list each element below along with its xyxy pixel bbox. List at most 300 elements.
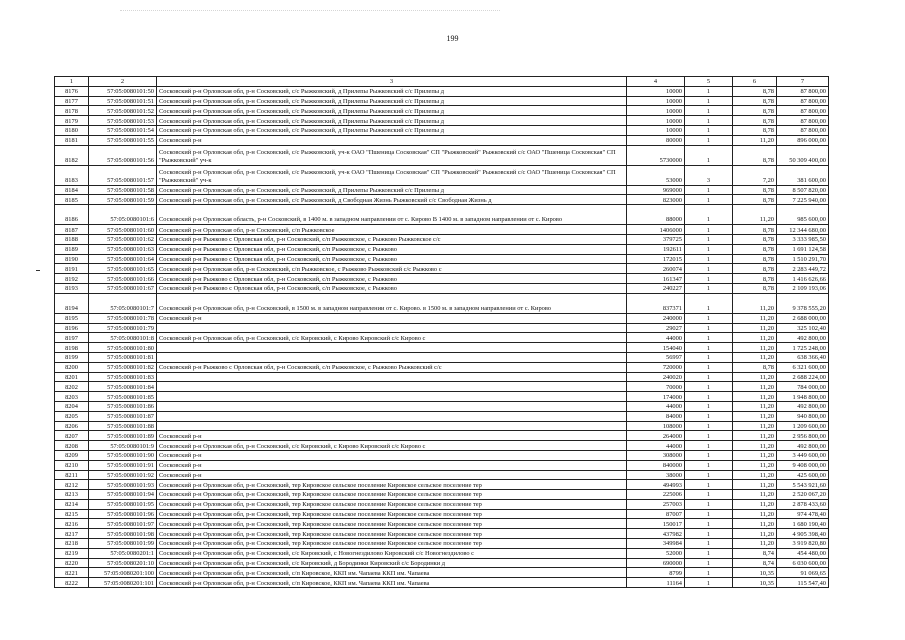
rate-cell: 8,78: [733, 195, 777, 205]
row-number: 8206: [55, 421, 89, 431]
cadastral-number: 57:05:0080101:78: [89, 313, 157, 323]
rate-cell: 8,78: [733, 106, 777, 116]
cadastral-number: 57:05:0080101:67: [89, 283, 157, 293]
value-cell: 4 905 398,40: [777, 529, 829, 539]
rate-cell: 11,20: [733, 401, 777, 411]
value-cell: 2 878 433,60: [777, 499, 829, 509]
value-cell: 1 680 190,40: [777, 519, 829, 529]
row-number: 8177: [55, 96, 89, 106]
area-cell: 437982: [627, 529, 685, 539]
row-number: 8190: [55, 254, 89, 264]
cadastral-number: 57:05:0080101:91: [89, 460, 157, 470]
table-row: [55, 165, 829, 185]
table-row: [55, 343, 829, 353]
row-number: 8193: [55, 283, 89, 293]
location-cell: Сосковский р-н Рыжково с Орловская обл, р-н Сосковский, с/п Рыжковское, с Рыжково: [157, 274, 627, 284]
value-cell: 2 283 449,72: [777, 264, 829, 274]
cadastral-number: 57:05:0080101:95: [89, 499, 157, 509]
group-cell: 1: [685, 460, 733, 470]
group-cell: 1: [685, 244, 733, 254]
cadastral-number: 57:05:0080101:55: [89, 135, 157, 145]
value-cell: 1 948 800,00: [777, 392, 829, 402]
cadastral-number: 57:05:0080101:62: [89, 234, 157, 244]
area-cell: 308000: [627, 450, 685, 460]
row-number: 8195: [55, 313, 89, 323]
table-row: [55, 558, 829, 568]
location-cell: Сосковский р-н: [157, 313, 627, 323]
row-number: 8201: [55, 372, 89, 382]
row-number: 8191: [55, 264, 89, 274]
rate-cell: 11,20: [733, 499, 777, 509]
value-cell: 2 688 000,00: [777, 313, 829, 323]
cadastral-number: 57:05:0080101:82: [89, 362, 157, 372]
value-cell: 50 309 400,00: [777, 145, 829, 165]
group-cell: 1: [685, 195, 733, 205]
value-cell: 87 800,00: [777, 116, 829, 126]
value-cell: 896 000,00: [777, 135, 829, 145]
location-cell: Сосковский р-н Орловская обл, р-н Сосковский, с/с Кировский, д Бородинки Кировский с/с Бородинки д: [157, 558, 627, 568]
group-cell: 1: [685, 254, 733, 264]
table-row: [55, 86, 829, 96]
location-cell: [157, 392, 627, 402]
area-cell: 240020: [627, 372, 685, 382]
value-cell: 454 480,00: [777, 548, 829, 558]
value-cell: 985 600,00: [777, 205, 829, 225]
group-cell: 1: [685, 135, 733, 145]
location-cell: Сосковский р-н Орловская обл, р-н Сосковский, с/с Рыжковский, уч-к ОАО "Пшеница Сосковская" СП "Рыжковский" Рыжковский с/с ОАО "Пшеница Сосковская" СП "Рыжковский" уч-к: [157, 165, 627, 185]
rate-cell: 11,20: [733, 313, 777, 323]
rate-cell: 8,78: [733, 116, 777, 126]
cadastral-number: 57:05:0080101:80: [89, 343, 157, 353]
area-cell: 56997: [627, 352, 685, 362]
row-number: 8178: [55, 106, 89, 116]
column-header: 1: [55, 77, 89, 87]
cadastral-number: 57:05:0080101:84: [89, 382, 157, 392]
location-cell: Сосковский р-н Орловская обл, р-н Сосковский, с/с Кировский, с Кирово Кировский с/с Кирово с: [157, 333, 627, 343]
cadastral-number: 57:05:0080101:79: [89, 323, 157, 333]
location-cell: Сосковский р-н Орловская область, р-н Сосковский, в 1400 м. в западном направлении от с. Кирово В 1400 м. в западном направлении от с. Кирово: [157, 205, 627, 225]
rate-cell: 8,74: [733, 558, 777, 568]
location-cell: Сосковский р-н Орловская обл, р-н Сосковский, с/с Рыжковский, д Прилепы Рыжковский с/с Прилепы д: [157, 116, 627, 126]
group-cell: 1: [685, 125, 733, 135]
value-cell: 784 000,00: [777, 382, 829, 392]
row-number: 8220: [55, 558, 89, 568]
rate-cell: 11,20: [733, 421, 777, 431]
cadastral-number: 57:05:0080101:64: [89, 254, 157, 264]
table-row: [55, 195, 829, 205]
area-cell: 38000: [627, 470, 685, 480]
rate-cell: 11,20: [733, 411, 777, 421]
cadastral-number: 57:05:0080101:81: [89, 352, 157, 362]
location-cell: Сосковский р-н Орловская обл, р-н Сосковский, в 1500 м. в западном направлении от с. Кирово. в 1500 м. в западном направлении от с. Кирово: [157, 293, 627, 313]
group-cell: 1: [685, 205, 733, 225]
cadastral-number: 57:05:0080101:88: [89, 421, 157, 431]
location-cell: Сосковский р-н: [157, 470, 627, 480]
rate-cell: 8,78: [733, 145, 777, 165]
group-cell: 1: [685, 264, 733, 274]
location-cell: Сосковский р-н: [157, 460, 627, 470]
value-cell: 2 956 800,00: [777, 431, 829, 441]
rate-cell: 8,78: [733, 274, 777, 284]
value-cell: 974 478,40: [777, 509, 829, 519]
cadastral-number: 57:05:0080101:98: [89, 529, 157, 539]
location-cell: Сосковский р-н Орловская обл, р-н Сосковский, тер Кировское сельское поселение Кировское сельское поселение тер: [157, 519, 627, 529]
value-cell: 8 507 820,00: [777, 185, 829, 195]
row-number: 8216: [55, 519, 89, 529]
rate-cell: 8,74: [733, 548, 777, 558]
value-cell: 6 030 600,00: [777, 558, 829, 568]
location-cell: [157, 382, 627, 392]
table-row: [55, 490, 829, 500]
area-cell: 257003: [627, 499, 685, 509]
cadastral-number: 57:05:0080101:52: [89, 106, 157, 116]
value-cell: 1 691 124,58: [777, 244, 829, 254]
location-cell: [157, 352, 627, 362]
group-cell: 1: [685, 578, 733, 588]
area-cell: 10000: [627, 86, 685, 96]
row-number: 8185: [55, 195, 89, 205]
rate-cell: 7,20: [733, 165, 777, 185]
group-cell: 1: [685, 421, 733, 431]
table-row: [55, 441, 829, 451]
group-cell: 1: [685, 401, 733, 411]
cadastral-number: 57:05:0080101:54: [89, 125, 157, 135]
table-row: [55, 145, 829, 165]
registry-table: [54, 76, 829, 588]
row-number: 8192: [55, 274, 89, 284]
table-row: [55, 283, 829, 293]
group-cell: 1: [685, 382, 733, 392]
cadastral-number: 57:05:0080101:6: [89, 205, 157, 225]
rate-cell: 11,20: [733, 519, 777, 529]
rate-cell: 11,20: [733, 323, 777, 333]
cadastral-number: 57:05:0080201:101: [89, 578, 157, 588]
row-number: 8222: [55, 578, 89, 588]
area-cell: 240000: [627, 313, 685, 323]
row-number: 8183: [55, 165, 89, 185]
area-cell: 823000: [627, 195, 685, 205]
table-row: [55, 401, 829, 411]
cadastral-number: 57:05:0080101:8: [89, 333, 157, 343]
row-number: 8217: [55, 529, 89, 539]
area-cell: 10000: [627, 116, 685, 126]
cadastral-number: 57:05:0080101:66: [89, 274, 157, 284]
rate-cell: 11,20: [733, 205, 777, 225]
column-header: 7: [777, 77, 829, 87]
row-number: 8179: [55, 116, 89, 126]
area-cell: 80000: [627, 135, 685, 145]
table-row: [55, 352, 829, 362]
group-cell: 1: [685, 333, 733, 343]
location-cell: Сосковский р-н Орловская обл, р-н Сосковский, тер Кировское сельское поселение Кировское сельское поселение тер: [157, 509, 627, 519]
area-cell: 52000: [627, 548, 685, 558]
cadastral-number: 57:05:0080101:87: [89, 411, 157, 421]
location-cell: [157, 411, 627, 421]
group-cell: 1: [685, 499, 733, 509]
area-cell: 174000: [627, 392, 685, 402]
rate-cell: 8,78: [733, 125, 777, 135]
location-cell: Сосковский р-н Орловская обл, р-н Сосковский, с/п Кировское, ККП им. Чапаева ККП им. Чапаева: [157, 568, 627, 578]
area-cell: 240227: [627, 283, 685, 293]
table-row: [55, 234, 829, 244]
row-number: 8212: [55, 480, 89, 490]
group-cell: 1: [685, 234, 733, 244]
table-row: [55, 499, 829, 509]
area-cell: 379725: [627, 234, 685, 244]
value-cell: 638 366,40: [777, 352, 829, 362]
table-row: [55, 470, 829, 480]
cadastral-number: 57:05:0080101:86: [89, 401, 157, 411]
group-cell: 1: [685, 362, 733, 372]
rate-cell: 8,78: [733, 264, 777, 274]
rate-cell: 11,20: [733, 135, 777, 145]
rate-cell: 11,20: [733, 539, 777, 549]
group-cell: 3: [685, 165, 733, 185]
cadastral-number: 57:05:0080101:9: [89, 441, 157, 451]
location-cell: Сосковский р-н Орловская обл, р-н Сосковский, с/с Кировский, с Кирово Кировский с/с Кирово с: [157, 441, 627, 451]
group-cell: 1: [685, 441, 733, 451]
value-cell: 940 800,00: [777, 411, 829, 421]
row-number: 8196: [55, 323, 89, 333]
rate-cell: 11,20: [733, 392, 777, 402]
row-number: 8200: [55, 362, 89, 372]
location-cell: Сосковский р-н: [157, 450, 627, 460]
value-cell: 492 800,00: [777, 333, 829, 343]
row-number: 8197: [55, 333, 89, 343]
value-cell: 2 109 193,06: [777, 283, 829, 293]
location-cell: Сосковский р-н Орловская обл, р-н Сосковский, с/с Рыжковский, д Прилепы Рыжковский с/с Прилепы д: [157, 106, 627, 116]
cadastral-number: 57:05:0080101:58: [89, 185, 157, 195]
area-cell: 172015: [627, 254, 685, 264]
row-number: 8208: [55, 441, 89, 451]
location-cell: [157, 343, 627, 353]
table-row: [55, 480, 829, 490]
table-row: [55, 135, 829, 145]
area-cell: 260074: [627, 264, 685, 274]
group-cell: 1: [685, 431, 733, 441]
location-cell: Сосковский р-н Орловская обл, р-н Сосковский, с/с Рыжковский, д Свободная Жизнь Рыжковский с/с Свободная Жизнь д: [157, 195, 627, 205]
location-cell: Сосковский р-н Рыжково с Орловская обл, р-н Сосковский, с/п Рыжковское, с Рыжково Рыжковское с/с: [157, 234, 627, 244]
location-cell: Сосковский р-н: [157, 431, 627, 441]
area-cell: 349984: [627, 539, 685, 549]
row-number: 8199: [55, 352, 89, 362]
table-row: [55, 274, 829, 284]
value-cell: 5 543 921,60: [777, 480, 829, 490]
area-cell: 8799: [627, 568, 685, 578]
area-cell: 720000: [627, 362, 685, 372]
table-row: [55, 392, 829, 402]
value-cell: 7 225 940,00: [777, 195, 829, 205]
area-cell: 264000: [627, 431, 685, 441]
row-number: 8211: [55, 470, 89, 480]
value-cell: 1 209 600,00: [777, 421, 829, 431]
value-cell: 9 378 555,20: [777, 293, 829, 313]
table-row: [55, 529, 829, 539]
area-cell: 161347: [627, 274, 685, 284]
group-cell: 1: [685, 323, 733, 333]
row-number: 8213: [55, 490, 89, 500]
cadastral-number: 57:05:0080101:85: [89, 392, 157, 402]
table-row: [55, 225, 829, 235]
rate-cell: 11,20: [733, 372, 777, 382]
rate-cell: 11,20: [733, 450, 777, 460]
group-cell: 1: [685, 96, 733, 106]
area-cell: 840000: [627, 460, 685, 470]
row-number: 8205: [55, 411, 89, 421]
row-number: 8202: [55, 382, 89, 392]
row-number: 8218: [55, 539, 89, 549]
table-row: [55, 125, 829, 135]
row-number: 8204: [55, 401, 89, 411]
row-number: 8210: [55, 460, 89, 470]
table-row: [55, 519, 829, 529]
location-cell: Сосковский р-н Орловская обл, р-н Сосковский, с/п Рыжковское: [157, 225, 627, 235]
row-number: 8198: [55, 343, 89, 353]
group-cell: 1: [685, 480, 733, 490]
location-cell: Сосковский р-н Орловская обл, р-н Сосковский, тер Кировское сельское поселение Кировское сельское поселение тер: [157, 539, 627, 549]
cadastral-number: 57:05:0080101:96: [89, 509, 157, 519]
cadastral-number: 57:05:0080101:97: [89, 519, 157, 529]
table-row: [55, 411, 829, 421]
group-cell: 1: [685, 470, 733, 480]
area-cell: 10000: [627, 125, 685, 135]
value-cell: 1 416 626,66: [777, 274, 829, 284]
group-cell: 1: [685, 185, 733, 195]
row-number: 8219: [55, 548, 89, 558]
row-number: 8182: [55, 145, 89, 165]
rate-cell: 11,20: [733, 382, 777, 392]
location-cell: Сосковский р-н Орловская обл, р-н Сосковский, тер Кировское сельское поселение Кировское сельское поселение тер: [157, 480, 627, 490]
group-cell: 1: [685, 313, 733, 323]
group-cell: 1: [685, 568, 733, 578]
group-cell: 1: [685, 343, 733, 353]
cadastral-number: 57:05:0080101:89: [89, 431, 157, 441]
row-number: 8215: [55, 509, 89, 519]
table-row: [55, 185, 829, 195]
group-cell: 1: [685, 539, 733, 549]
location-cell: [157, 401, 627, 411]
location-cell: Сосковский р-н Орловская обл, р-н Сосковский, с/п Кировское, ККП им. Чапаева ККП им. Чапаева: [157, 578, 627, 588]
cadastral-number: 57:05:0080101:63: [89, 244, 157, 254]
location-cell: Сосковский р-н Рыжково с Орловская обл, р-н Сосковский, с/п Рыжковское, с Рыжково: [157, 283, 627, 293]
column-header: 2: [89, 77, 157, 87]
column-header: 4: [627, 77, 685, 87]
table-row: [55, 460, 829, 470]
rate-cell: 11,20: [733, 529, 777, 539]
cadastral-number: 57:05:0080101:53: [89, 116, 157, 126]
area-cell: 690000: [627, 558, 685, 568]
rate-cell: 11,20: [733, 441, 777, 451]
location-cell: Сосковский р-н Орловская обл, р-н Сосковский, с/с Рыжковский, д Прилепы Рыжковский с/с Прилепы д: [157, 86, 627, 96]
table-row: [55, 578, 829, 588]
value-cell: 87 800,00: [777, 106, 829, 116]
area-cell: 44000: [627, 401, 685, 411]
rate-cell: 11,20: [733, 352, 777, 362]
value-cell: 87 800,00: [777, 86, 829, 96]
value-cell: 87 800,00: [777, 125, 829, 135]
table-row: [55, 450, 829, 460]
value-cell: 2 520 067,20: [777, 490, 829, 500]
table-row: [55, 254, 829, 264]
row-number: 8209: [55, 450, 89, 460]
location-cell: Сосковский р-н Орловская обл, р-н Сосковский, с/с Рыжковский, д Прилепы Рыжковский с/с Прилепы д: [157, 125, 627, 135]
row-number: 8188: [55, 234, 89, 244]
value-cell: 325 102,40: [777, 323, 829, 333]
rate-cell: 8,78: [733, 86, 777, 96]
location-cell: Сосковский р-н Орловская обл, р-н Сосковский, тер Кировское сельское поселение Кировское сельское поселение тер: [157, 499, 627, 509]
cadastral-number: 57:05:0080101:60: [89, 225, 157, 235]
cadastral-number: 57:05:0080101:90: [89, 450, 157, 460]
row-number: 8181: [55, 135, 89, 145]
value-cell: 6 321 600,00: [777, 362, 829, 372]
location-cell: Сосковский р-н Орловская обл, р-н Сосковский, тер Кировское сельское поселение Кировское сельское поселение тер: [157, 490, 627, 500]
row-number: 8207: [55, 431, 89, 441]
table-row: [55, 116, 829, 126]
group-cell: 1: [685, 225, 733, 235]
table-row: [55, 333, 829, 343]
value-cell: 115 547,40: [777, 578, 829, 588]
rate-cell: 11,20: [733, 490, 777, 500]
table-row: [55, 205, 829, 225]
cadastral-number: 57:05:0080101:65: [89, 264, 157, 274]
area-cell: 837371: [627, 293, 685, 313]
row-number: 8189: [55, 244, 89, 254]
value-cell: 2 688 224,00: [777, 372, 829, 382]
value-cell: 1 725 248,00: [777, 343, 829, 353]
value-cell: 9 408 000,00: [777, 460, 829, 470]
location-cell: Сосковский р-н Орловская обл, р-н Сосковский, с/п Рыжковское, с Рыжково Рыжковский с/с Рыжково с: [157, 264, 627, 274]
table-row: [55, 264, 829, 274]
group-cell: 1: [685, 529, 733, 539]
rate-cell: 11,20: [733, 470, 777, 480]
area-cell: 53000: [627, 165, 685, 185]
rate-cell: 11,20: [733, 460, 777, 470]
area-cell: 44000: [627, 333, 685, 343]
area-cell: 84000: [627, 411, 685, 421]
group-cell: 1: [685, 352, 733, 362]
cadastral-number: 57:05:0080101:83: [89, 372, 157, 382]
table-row: [55, 421, 829, 431]
cadastral-number: 57:05:0080101:51: [89, 96, 157, 106]
group-cell: 1: [685, 519, 733, 529]
area-cell: 154040: [627, 343, 685, 353]
header-row: [55, 77, 829, 87]
location-cell: [157, 421, 627, 431]
table-row: [55, 244, 829, 254]
location-cell: Сосковский р-н Орловская обл, р-н Сосковский, с/с Рыжковский, д Прилепы Рыжковский с/с Прилепы д: [157, 185, 627, 195]
group-cell: 1: [685, 293, 733, 313]
group-cell: 1: [685, 372, 733, 382]
location-cell: Сосковский р-н Орловская обл, р-н Сосковский, с/с Рыжковский, д Прилепы Рыжковский с/с Прилепы д: [157, 96, 627, 106]
value-cell: 87 800,00: [777, 96, 829, 106]
table-row: [55, 382, 829, 392]
row-number: 8221: [55, 568, 89, 578]
group-cell: 1: [685, 274, 733, 284]
rate-cell: 11,20: [733, 480, 777, 490]
location-cell: Сосковский р-н Орловская обл, р-н Сосковский, тер Кировское сельское поселение Кировское сельское поселение тер: [157, 529, 627, 539]
column-header: 3: [157, 77, 627, 87]
value-cell: 381 600,00: [777, 165, 829, 185]
cadastral-number: 57:05:0080201:10: [89, 558, 157, 568]
area-cell: 88000: [627, 205, 685, 225]
area-cell: 70000: [627, 382, 685, 392]
cadastral-number: 57:05:0080101:93: [89, 480, 157, 490]
rate-cell: 8,78: [733, 254, 777, 264]
location-cell: Сосковский р-н Орловская обл, р-н Сосковский, с/с Кировский, с Новогнездилово Кировский с/с Новогнездилово с: [157, 548, 627, 558]
rate-cell: 11,20: [733, 293, 777, 313]
cadastral-number: 57:05:0080101:50: [89, 86, 157, 96]
rate-cell: 8,78: [733, 185, 777, 195]
